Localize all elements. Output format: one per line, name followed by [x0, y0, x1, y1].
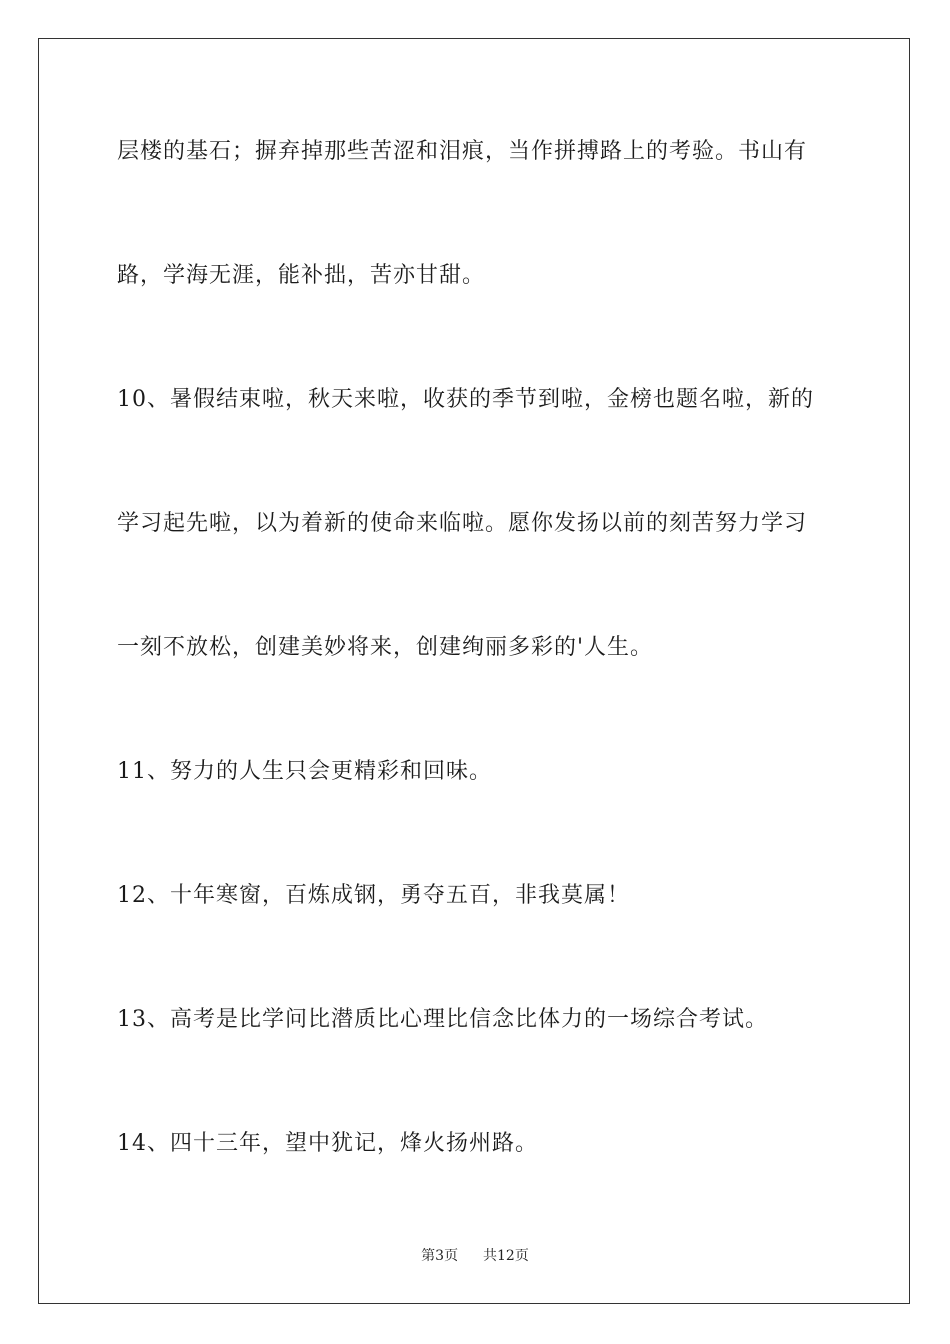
page-footer [0, 1246, 950, 1266]
text-line: 10、暑假结束啦，秋天来啦，收获的季节到啦，金榜也题名啦，新的 [117, 387, 814, 412]
text-line: 一刻不放松，创建美妙将来，创建绚丽多彩的'人生。 [117, 635, 654, 660]
text-line: 11、努力的人生只会更精彩和回味。 [117, 759, 492, 784]
text-line: 学习起先啦，以为着新的使命来临啦。愿你发扬以前的刻苦努力学习 [117, 511, 808, 536]
page-border [38, 38, 910, 1304]
text-line: 路，学海无涯，能补拙，苦亦甘甜。 [117, 263, 486, 288]
text-line: 14、四十三年，望中犹记，烽火扬州路。 [117, 1131, 538, 1156]
page-number: 第3页 [421, 1248, 459, 1264]
text-line: 12、十年寒窗，百炼成钢，勇夺五百，非我莫属！ [117, 883, 630, 908]
text-line: 13、高考是比学问比潜质比心理比信念比体力的一场综合考试。 [117, 1007, 768, 1032]
text-line: 层楼的基石；摒弃掉那些苦涩和泪痕，当作拼搏路上的考验。书山有 [117, 139, 808, 164]
page-total: 共12页 [483, 1248, 529, 1264]
